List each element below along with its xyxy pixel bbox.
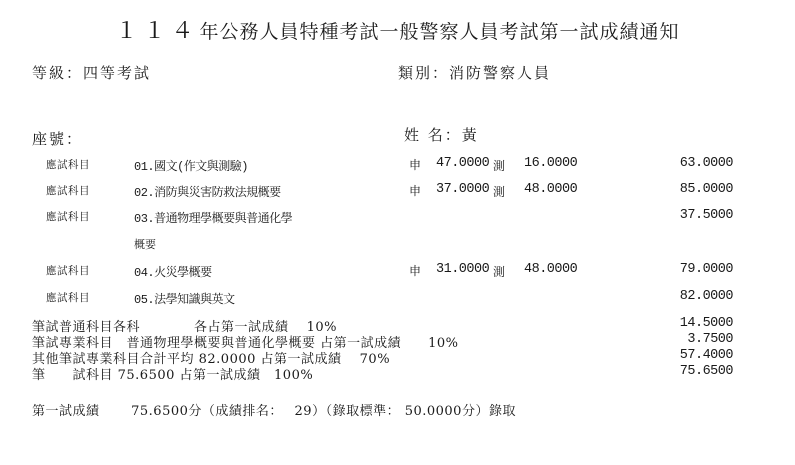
subject-tag: 應試科目	[46, 185, 90, 197]
summary-line: 筆試普通科目各科 各占第一試成績 10%	[32, 320, 338, 335]
subject-name: 04.火災學概要	[134, 266, 212, 280]
test-score: 16.0000	[524, 156, 578, 171]
test-mark: 測	[493, 159, 506, 173]
test-mark: 測	[493, 265, 506, 279]
test-score: 48.0000	[524, 182, 578, 197]
essay-score: 31.0000	[436, 262, 490, 277]
test-mark: 測	[493, 185, 506, 199]
summary-line: 筆 試科目 75.6500 占第一試成績 100%	[32, 368, 314, 383]
subject-name: 02.消防與災害防救法規概要	[134, 186, 281, 200]
subject-tag: 應試科目	[46, 211, 90, 223]
subject-score: 85.0000	[679, 182, 733, 197]
summary-value: 75.6500	[679, 364, 733, 379]
summary-value: 14.5000	[679, 316, 733, 331]
essay-mark: 申	[409, 184, 422, 198]
title-year: １１４	[115, 19, 200, 44]
subject-score: 82.0000	[679, 289, 733, 304]
subject-tag: 應試科目	[46, 159, 90, 171]
subject-name: 03.普通物理學概要與普通化學	[134, 212, 293, 226]
subject-tag: 應試科目	[46, 292, 90, 304]
test-score: 48.0000	[524, 262, 578, 277]
level-label: 等級：四等考試	[32, 64, 152, 82]
subject-tag: 應試科目	[46, 265, 90, 277]
page-title	[0, 14, 795, 45]
essay-score: 47.0000	[436, 156, 490, 171]
subject-score: 79.0000	[679, 262, 733, 277]
summary-line: 其他筆試專業科目合計平均 82.0000 占第一試成績 70%	[32, 352, 391, 367]
essay-score: 37.0000	[436, 182, 490, 197]
subject-score: 63.0000	[679, 156, 733, 171]
subject-score: 37.5000	[679, 208, 733, 223]
essay-mark: 申	[409, 158, 422, 172]
subject-name-continued: 概要	[134, 238, 156, 251]
seat-label: 座號：	[32, 130, 84, 148]
first-exam-result: 第一試成績 75.6500分（成績排名： 29）（錄取標準： 50.0000分）錄取	[32, 404, 516, 419]
title-text: 年公務人員特種考試一般警察人員考試第一試成績通知	[199, 21, 680, 43]
subject-name: 05.法學知識與英文	[134, 293, 235, 307]
subject-name: 01.國文(作文與測驗)	[134, 160, 249, 174]
name-label: 姓 名：黃	[404, 126, 479, 144]
essay-mark: 申	[409, 264, 422, 278]
summary-line: 筆試專業科目 普通物理學概要與普通化學概要 占第一試成績 10%	[32, 336, 459, 351]
category-label: 類別：消防警察人員	[398, 64, 552, 82]
summary-value: 57.4000	[679, 348, 733, 363]
summary-value: 3.7500	[687, 332, 733, 347]
